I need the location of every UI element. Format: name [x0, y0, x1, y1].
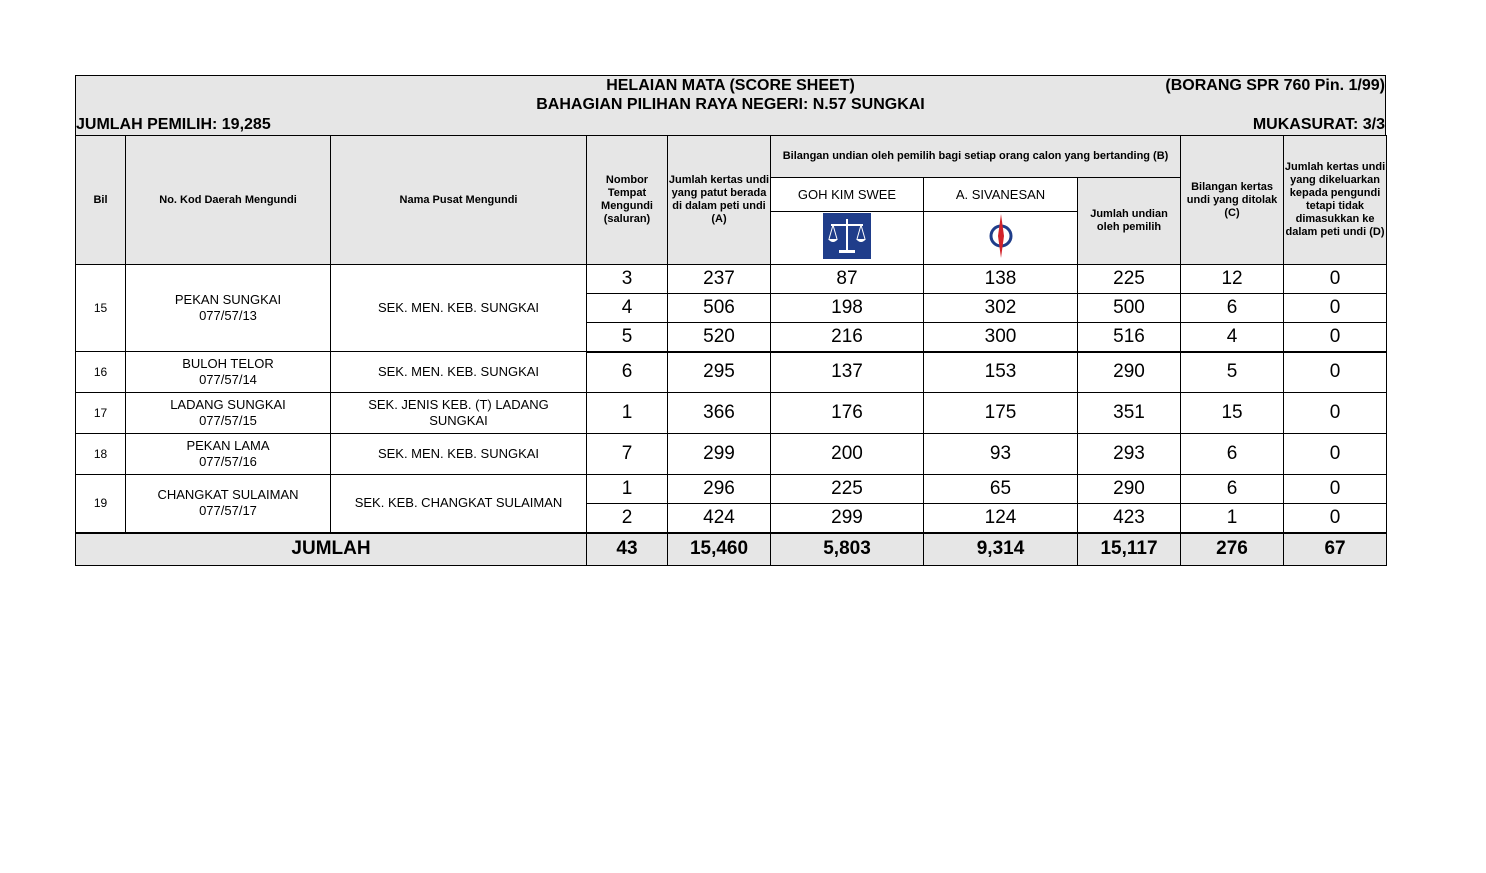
total-row — [76, 533, 1387, 566]
total-voters: JUMLAH PEMILIH: 19,285 — [76, 116, 271, 133]
pusat-mengundi-cell: SEK. KEB. CHANGKAT SULAIMAN — [331, 475, 587, 533]
kod-daerah-cell — [126, 265, 331, 352]
col-ditolak-c: Bilangan kertas undi yang ditolak (C) — [1181, 136, 1284, 265]
cell-t: 4 — [587, 294, 668, 323]
cell-j: 351 — [1078, 393, 1181, 434]
pusat-mengundi-cell: SEK. JENIS KEB. (T) LADANG SUNGKAI — [331, 393, 587, 434]
cell-j: 500 — [1078, 294, 1181, 323]
sheet-title: HELAIAN MATA (SCORE SHEET) — [606, 77, 855, 94]
daerah-name: BULOH TELOR — [182, 356, 274, 371]
cell-j: 423 — [1078, 504, 1181, 533]
bil-cell: 16 — [76, 352, 126, 393]
cell-a: 296 — [668, 475, 771, 504]
pusat-mengundi-cell: SEK. MEN. KEB. SUNGKAI — [331, 434, 587, 475]
cell-c: 4 — [1181, 323, 1284, 352]
cell-t: 1 — [587, 475, 668, 504]
cell-c1: 176 — [771, 393, 924, 434]
col-bil: Bil — [76, 136, 126, 265]
kod-daerah-cell — [126, 393, 331, 434]
cell-d: 0 — [1284, 265, 1387, 294]
cell-a: 237 — [668, 265, 771, 294]
kod-daerah-cell — [126, 352, 331, 393]
cell-j: 293 — [1078, 434, 1181, 475]
cell-j: 225 — [1078, 265, 1181, 294]
cell-t: 7 — [587, 434, 668, 475]
cell-t: 2 — [587, 504, 668, 533]
total-jumlah-undian: 15,117 — [1078, 533, 1181, 566]
total-tidak-d: 67 — [1284, 533, 1387, 566]
results-body — [76, 265, 1387, 533]
form-code: (BORANG SPR 760 Pin. 1/99) — [1165, 77, 1385, 94]
cell-c2: 302 — [924, 294, 1078, 323]
col-nombor-tempat: Nombor Tempat Mengundi (saluran) — [587, 136, 668, 265]
cell-c: 6 — [1181, 434, 1284, 475]
total-label: JUMLAH — [76, 533, 587, 566]
daerah-code: 077/57/13 — [199, 308, 257, 323]
cell-a: 366 — [668, 393, 771, 434]
col-tidak-d: Jumlah kertas undi yang dikeluarkan kepada pengundi tetapi tidak dimasukkan ke dalam peti undi (D) — [1284, 136, 1387, 265]
cell-c1: 216 — [771, 323, 924, 352]
bil-cell: 18 — [76, 434, 126, 475]
candidate-goh-kim-swee: GOH KIM SWEE — [771, 178, 924, 212]
candidate1-logo — [771, 212, 924, 265]
daerah-code: 077/57/17 — [199, 503, 257, 519]
cell-d: 0 — [1284, 352, 1387, 393]
daerah-name: PEKAN LAMA — [186, 438, 270, 453]
cell-j: 290 — [1078, 475, 1181, 504]
cell-t: 1 — [587, 393, 668, 434]
cell-c2: 175 — [924, 393, 1078, 434]
table-row — [76, 475, 1387, 504]
kod-daerah-cell — [126, 475, 331, 533]
cell-c2: 153 — [924, 352, 1078, 393]
col-undian-b: Bilangan undian oleh pemilih bagi setiap orang calon yang bertanding (B) — [771, 136, 1181, 178]
table-row — [76, 434, 1387, 475]
cell-j: 516 — [1078, 323, 1181, 352]
candidate-a-sivanesan: A. SIVANESAN — [924, 178, 1078, 212]
daerah-name: PEKAN SUNGKAI — [174, 292, 282, 307]
pusat-mengundi-cell: SEK. MEN. KEB. SUNGKAI — [331, 265, 587, 352]
scales-of-justice-icon — [822, 212, 872, 264]
cell-c2: 138 — [924, 265, 1078, 294]
cell-j: 290 — [1078, 352, 1181, 393]
table-row — [76, 352, 1387, 393]
cell-c1: 87 — [771, 265, 924, 294]
pusat-mengundi-cell: SEK. MEN. KEB. SUNGKAI — [331, 352, 587, 393]
cell-c1: 200 — [771, 434, 924, 475]
kod-daerah-cell — [126, 434, 331, 475]
cell-c1: 299 — [771, 504, 924, 533]
cell-c2: 65 — [924, 475, 1078, 504]
page-number: MUKASURAT: 3/3 — [1252, 116, 1385, 133]
bil-cell: 17 — [76, 393, 126, 434]
bil-cell: 19 — [76, 475, 126, 533]
score-sheet — [75, 75, 1386, 566]
col-jumlah-undian: Jumlah undian oleh pemilih — [1078, 178, 1181, 265]
bil-cell: 15 — [76, 265, 126, 352]
cell-c: 6 — [1181, 294, 1284, 323]
cell-a: 295 — [668, 352, 771, 393]
table-row — [76, 265, 1387, 294]
cell-a: 506 — [668, 294, 771, 323]
cell-d: 0 — [1284, 475, 1387, 504]
rocket-icon — [981, 212, 1021, 264]
cell-c: 15 — [1181, 393, 1284, 434]
cell-a: 424 — [668, 504, 771, 533]
total-candidate2: 9,314 — [924, 533, 1078, 566]
daerah-code: 077/57/15 — [199, 413, 257, 428]
cell-t: 5 — [587, 323, 668, 352]
col-kertas-a: Jumlah kertas undi yang patut berada di dalam peti undi (A) — [668, 136, 771, 265]
daerah-name: CHANGKAT SULAIMAN — [157, 487, 299, 503]
cell-c2: 124 — [924, 504, 1078, 533]
cell-d: 0 — [1284, 504, 1387, 533]
cell-d: 0 — [1284, 294, 1387, 323]
daerah-code: 077/57/14 — [199, 372, 257, 387]
cell-c: 1 — [1181, 504, 1284, 533]
col-pusat-mengundi: Nama Pusat Mengundi — [331, 136, 587, 265]
constituency-title: BAHAGIAN PILIHAN RAYA NEGERI: N.57 SUNGKAI — [536, 96, 925, 113]
total-tempat: 43 — [587, 533, 668, 566]
cell-c2: 93 — [924, 434, 1078, 475]
candidate2-logo — [924, 212, 1078, 265]
cell-c1: 198 — [771, 294, 924, 323]
cell-t: 3 — [587, 265, 668, 294]
cell-a: 520 — [668, 323, 771, 352]
cell-c1: 225 — [771, 475, 924, 504]
col-kod-daerah: No. Kod Daerah Mengundi — [126, 136, 331, 265]
cell-d: 0 — [1284, 393, 1387, 434]
cell-d: 0 — [1284, 434, 1387, 475]
cell-d: 0 — [1284, 323, 1387, 352]
results-table — [75, 135, 1387, 566]
cell-c2: 300 — [924, 323, 1078, 352]
daerah-code: 077/57/16 — [199, 454, 257, 469]
cell-a: 299 — [668, 434, 771, 475]
cell-c: 12 — [1181, 265, 1284, 294]
sheet-header — [75, 75, 1386, 135]
cell-c1: 137 — [771, 352, 924, 393]
cell-c: 6 — [1181, 475, 1284, 504]
table-row — [76, 393, 1387, 434]
total-kertas-a: 15,460 — [668, 533, 771, 566]
cell-t: 6 — [587, 352, 668, 393]
daerah-name: LADANG SUNGKAI — [170, 397, 286, 412]
total-ditolak-c: 276 — [1181, 533, 1284, 566]
total-candidate1: 5,803 — [771, 533, 924, 566]
cell-c: 5 — [1181, 352, 1284, 393]
